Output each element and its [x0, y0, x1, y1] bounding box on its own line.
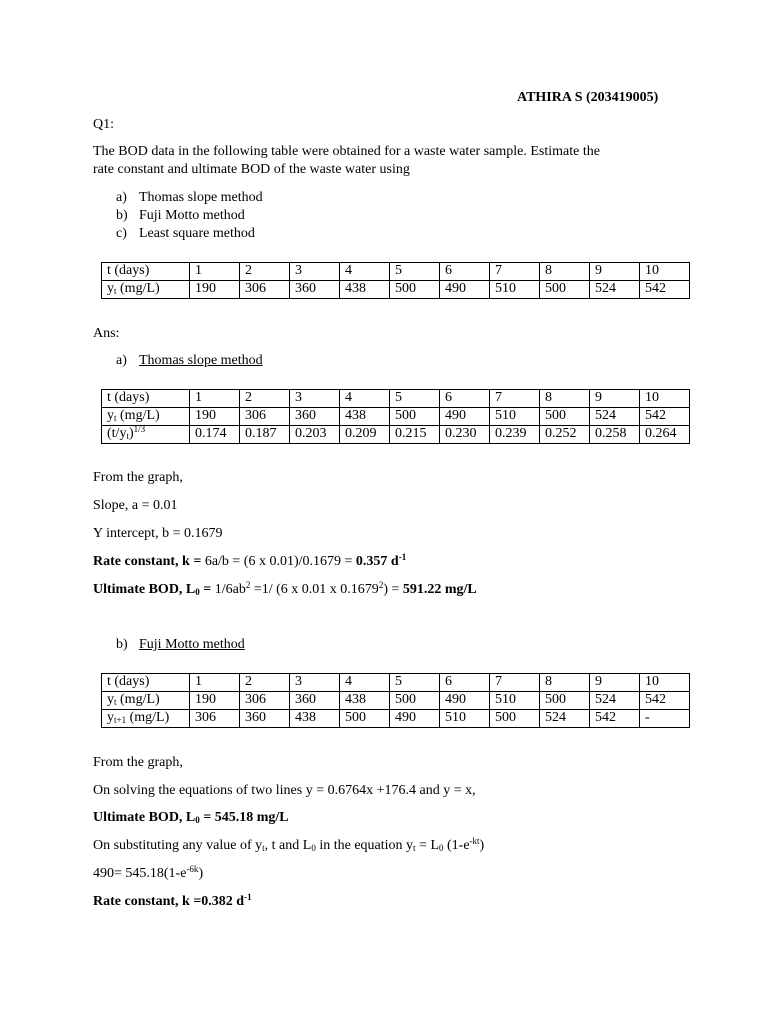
- ultimate-bod-b: Ultimate BOD, $L_0 = 545.18$ mg/L: [93, 810, 289, 825]
- table-cell: 438: [340, 281, 390, 299]
- bod-data-table: [101, 262, 690, 299]
- table-cell: 500: [390, 408, 440, 426]
- table-cell: 490: [440, 408, 490, 426]
- table-cell: 8: [540, 263, 590, 281]
- table-cell: 2: [240, 674, 290, 692]
- table-cell: 190: [190, 281, 240, 299]
- table-cell: 360: [290, 281, 340, 299]
- table-cell: 190: [190, 408, 240, 426]
- table-cell: 2: [240, 390, 290, 408]
- table-row: [102, 674, 690, 692]
- table-row: [102, 281, 690, 299]
- author-name: ATHIRA S (203419005): [517, 90, 659, 105]
- table-cell: 360: [290, 692, 340, 710]
- thomas-table: [101, 389, 690, 444]
- solve-text: On solving the equations of two lines y = 0.6764x +176.4 and y = x,: [93, 783, 476, 798]
- section-a-heading: a) Thomas slope method: [116, 353, 263, 368]
- table-cell: 524: [540, 710, 590, 728]
- table-cell: 1: [190, 263, 240, 281]
- table-header-cell: $y_{t+1}$ (mg/L): [102, 710, 190, 728]
- ultimate-bod-a: Ultimate BOD, $L_0 = 1/6ab^2 =1/$ (6 x 0.01 x $0.1679^2) = 591.22$ mg/L: [93, 580, 477, 597]
- table-cell: 542: [590, 710, 640, 728]
- table-cell: 542: [640, 281, 690, 299]
- table-cell: 10: [640, 674, 690, 692]
- table-cell: 1: [190, 674, 240, 692]
- table-cell: 524: [590, 692, 640, 710]
- table-cell: 9: [590, 674, 640, 692]
- table-cell: 306: [240, 692, 290, 710]
- table-cell: 0.239: [490, 426, 540, 444]
- table-cell: 500: [340, 710, 390, 728]
- table-header-cell: t (days): [102, 674, 190, 692]
- table-cell: 0.187: [240, 426, 290, 444]
- table-row: [102, 408, 690, 426]
- equation-text: $490= 545.18(1-e^{-6k})$: [93, 864, 204, 881]
- table-cell: 7: [490, 390, 540, 408]
- table-cell: 3: [290, 674, 340, 692]
- table-cell: 500: [490, 710, 540, 728]
- table-cell: 500: [540, 281, 590, 299]
- table-cell: 190: [190, 692, 240, 710]
- question-text-line2: rate constant and ultimate BOD of the waste water using: [93, 162, 410, 177]
- table-header-cell: $(t/y_t)^{1/3}$: [102, 426, 190, 444]
- table-cell: 4: [340, 263, 390, 281]
- table-cell: 510: [440, 710, 490, 728]
- table-cell: 438: [290, 710, 340, 728]
- table-cell: 0.209: [340, 426, 390, 444]
- table-header-cell: $y_t$ (mg/L): [102, 408, 190, 426]
- table-cell: 306: [190, 710, 240, 728]
- table-cell: 490: [390, 710, 440, 728]
- table-cell: 3: [290, 390, 340, 408]
- table-cell: 0.252: [540, 426, 590, 444]
- table-header-cell: t (days): [102, 263, 190, 281]
- rate-constant-b: Rate constant, k =0.382 $d^{-1}$: [93, 892, 252, 909]
- table-cell: 0.215: [390, 426, 440, 444]
- table-row: [102, 263, 690, 281]
- table-cell: 524: [590, 281, 640, 299]
- answer-label: Ans:: [93, 326, 120, 341]
- table-cell: 2: [240, 263, 290, 281]
- rate-constant-a: Rate constant, k = 6a/b = (6 x 0.01)/0.1679 = 0.357 $d^{-1}$: [93, 552, 407, 569]
- table-cell: 4: [340, 674, 390, 692]
- table-cell: 0.174: [190, 426, 240, 444]
- table-cell: 524: [590, 408, 640, 426]
- table-cell: 9: [590, 263, 640, 281]
- table-cell: 5: [390, 263, 440, 281]
- table-cell: 0.203: [290, 426, 340, 444]
- fuji-motto-table: [101, 673, 690, 728]
- table-cell: 500: [540, 692, 590, 710]
- question-label: Q1:: [93, 117, 114, 132]
- table-cell: 438: [340, 408, 390, 426]
- table-cell: 510: [490, 281, 540, 299]
- method-item: b) Fuji Motto method: [116, 208, 245, 223]
- table-cell: 500: [540, 408, 590, 426]
- table-cell: 438: [340, 692, 390, 710]
- table-cell: 3: [290, 263, 340, 281]
- table-cell: 4: [340, 390, 390, 408]
- table-row: [102, 710, 690, 728]
- table-cell: 8: [540, 674, 590, 692]
- table-cell: 542: [640, 408, 690, 426]
- table-cell: 306: [240, 408, 290, 426]
- table-cell: 0.258: [590, 426, 640, 444]
- table-header-cell: $y_t$ (mg/L): [102, 281, 190, 299]
- table-cell: 306: [240, 281, 290, 299]
- from-graph-text-2: From the graph,: [93, 755, 183, 770]
- method-item: c) Least square method: [116, 226, 255, 241]
- table-cell: 490: [440, 692, 490, 710]
- table-cell: 1: [190, 390, 240, 408]
- table-cell: 6: [440, 263, 490, 281]
- table-cell: 360: [240, 710, 290, 728]
- table-cell: 0.264: [640, 426, 690, 444]
- method-item: a) Thomas slope method: [116, 190, 263, 205]
- table-cell: 500: [390, 281, 440, 299]
- table-header-cell: $y_t$ (mg/L): [102, 692, 190, 710]
- table-cell: 7: [490, 263, 540, 281]
- table-cell: 5: [390, 390, 440, 408]
- table-cell: 6: [440, 674, 490, 692]
- table-cell: 510: [490, 408, 540, 426]
- table-cell: 0.230: [440, 426, 490, 444]
- table-cell: 8: [540, 390, 590, 408]
- table-cell: 5: [390, 674, 440, 692]
- table-cell: 500: [390, 692, 440, 710]
- substitution-text: On substituting any value of $y_t$, t and $L_0$ in the equation $y_t = L_0$ $(1-e^{-kt})$: [93, 836, 485, 853]
- table-cell: -: [640, 710, 690, 728]
- table-cell: 9: [590, 390, 640, 408]
- table-header-cell: t (days): [102, 390, 190, 408]
- table-row: [102, 692, 690, 710]
- section-b-heading: b) Fuji Motto method: [116, 637, 245, 652]
- table-cell: 360: [290, 408, 340, 426]
- from-graph-text: From the graph,: [93, 470, 183, 485]
- table-row: [102, 390, 690, 408]
- table-cell: 542: [640, 692, 690, 710]
- table-cell: 10: [640, 263, 690, 281]
- intercept-text: Y intercept, b = 0.1679: [93, 526, 223, 541]
- question-text-line1: The BOD data in the following table were obtained for a waste water sample. Estimate the: [93, 144, 600, 159]
- table-cell: 510: [490, 692, 540, 710]
- table-row: [102, 426, 690, 444]
- table-cell: 6: [440, 390, 490, 408]
- table-cell: 10: [640, 390, 690, 408]
- table-cell: 7: [490, 674, 540, 692]
- slope-text: Slope, a = 0.01: [93, 498, 178, 513]
- table-cell: 490: [440, 281, 490, 299]
